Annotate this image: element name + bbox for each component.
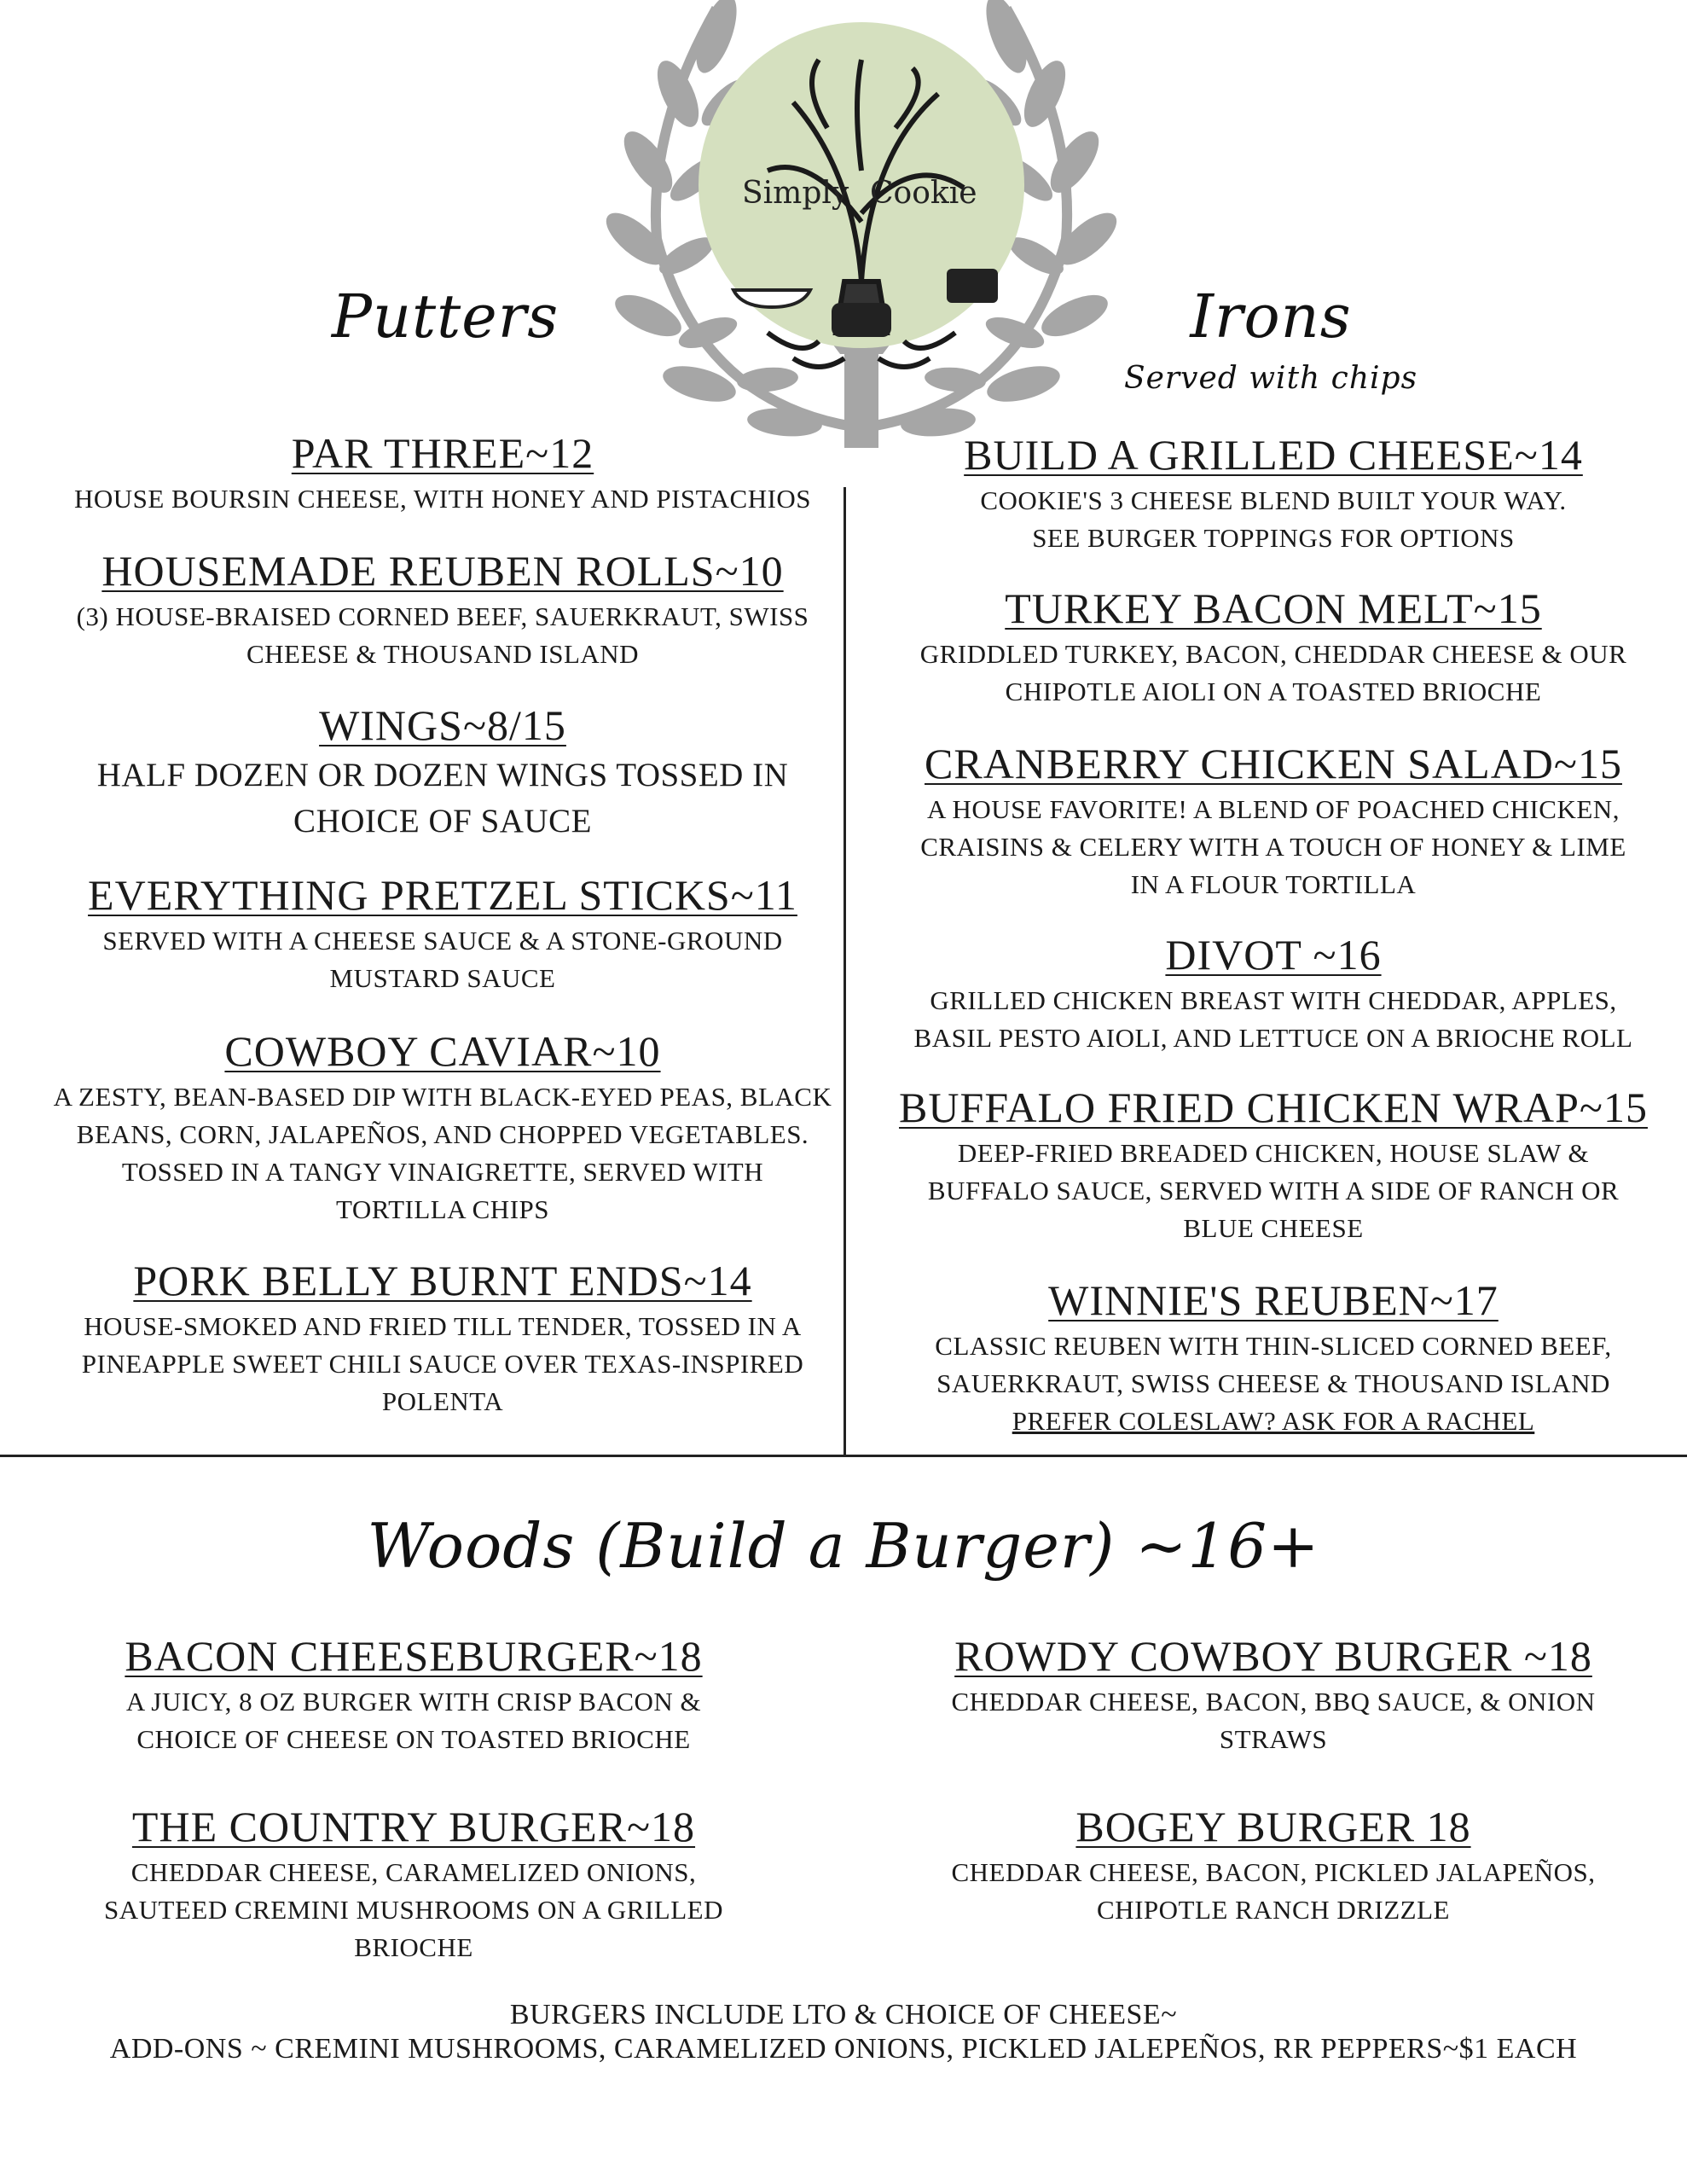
- item-desc: BUFFALO SAUCE, SERVED WITH A SIDE OF RANCH OR: [927, 1176, 1620, 1205]
- item-desc: COOKIE'S 3 CHEESE BLEND BUILT YOUR WAY.: [980, 485, 1567, 515]
- item-note: PREFER COLESLAW? ASK FOR A RACHEL: [1012, 1406, 1535, 1436]
- menu-item: [77, 543, 809, 673]
- item-desc: SERVED WITH A CHEESE SAUCE & A STONE-GROUND: [102, 926, 783, 956]
- section-divider: [0, 1455, 1687, 1457]
- menu-item: [914, 927, 1633, 1057]
- item-desc: SEE BURGER TOPPINGS FOR OPTIONS: [1032, 523, 1515, 553]
- item-title: DIVOT ~16: [1165, 931, 1382, 979]
- item-desc: POLENTA: [381, 1386, 504, 1416]
- item-desc: GRIDDLED TURKEY, BACON, CHEDDAR CHEESE & OUR: [919, 639, 1627, 669]
- menu-item: [951, 1629, 1595, 1758]
- item-desc: A JUICY, 8 OZ BURGER WITH CRISP BACON &: [125, 1687, 702, 1716]
- putters-heading: Putters: [331, 282, 559, 351]
- menu-item: [97, 698, 789, 845]
- item-title: BUFFALO FRIED CHICKEN WRAP~15: [899, 1083, 1648, 1131]
- menu-item: [74, 426, 811, 518]
- item-desc: IN A FLOUR TORTILLA: [1130, 869, 1417, 899]
- item-desc: PINEAPPLE SWEET CHILI SAUCE OVER TEXAS-INSPIRED: [81, 1349, 804, 1379]
- item-desc: HALF DOZEN OR DOZEN WINGS TOSSED IN: [96, 757, 789, 793]
- item-desc: CLASSIC REUBEN WITH THIN-SLICED CORNED BEEF,: [935, 1331, 1612, 1361]
- item-desc: BRIOCHE: [354, 1932, 473, 1962]
- item-desc: SAUTEED CREMINI MUSHROOMS ON A GRILLED: [103, 1895, 724, 1925]
- item-desc: CHIPOTLE RANCH DRIZZLE: [1097, 1895, 1450, 1925]
- item-title: EVERYTHING PRETZEL STICKS~11: [88, 871, 797, 919]
- menu-item: [54, 1024, 832, 1228]
- item-title: ROWDY COWBOY BURGER ~18: [954, 1632, 1592, 1680]
- item-desc: TORTILLA CHIPS: [335, 1194, 550, 1224]
- item-title: PAR THREE~12: [291, 429, 594, 477]
- item-desc: CHOICE OF CHEESE ON TOASTED BRIOCHE: [136, 1724, 691, 1754]
- item-desc: (3) HOUSE-BRAISED CORNED BEEF, SAUERKRAUT, SWISS: [76, 601, 809, 631]
- menu-item: [964, 427, 1583, 557]
- svg-text:Cookie: Cookie: [870, 176, 977, 211]
- item-title: CRANBERRY CHICKEN SALAD~15: [925, 740, 1622, 787]
- irons-subheading: Served with chips: [1123, 361, 1418, 396]
- item-desc: BASIL PESTO AIOLI, AND LETTUCE ON A BRIOCHE ROLL: [913, 1023, 1633, 1053]
- burger-note: BURGERS INCLUDE LTO & CHOICE OF CHEESE~: [509, 1999, 1178, 2030]
- menu-item: [82, 1253, 803, 1420]
- item-desc: HOUSE-SMOKED AND FRIED TILL TENDER, TOSSED IN A: [84, 1311, 802, 1341]
- item-desc: CHEDDAR CHEESE, BACON, PICKLED JALAPEÑOS,: [951, 1857, 1596, 1887]
- item-desc: A ZESTY, BEAN-BASED DIP WITH BLACK-EYED PEAS, BLACK: [53, 1082, 832, 1112]
- item-title: BOGEY BURGER 18: [1075, 1803, 1471, 1850]
- add-ons-note: ADD-ONS ~ CREMINI MUSHROOMS, CARAMELIZED ONIONS, PICKLED JALEPEÑOS, RR PEPPERS~$1 EACH: [109, 2033, 1578, 2065]
- item-desc: HOUSE BOURSIN CHEESE, WITH HONEY AND PISTACHIOS: [73, 484, 812, 514]
- item-desc: CRAISINS & CELERY WITH A TOUCH OF HONEY & LIME: [920, 832, 1626, 862]
- item-title: BACON CHEESEBURGER~18: [125, 1632, 703, 1680]
- item-title: WINGS~8/15: [319, 701, 566, 749]
- menu-item: [951, 1799, 1595, 1929]
- item-desc: CHEDDAR CHEESE, BACON, BBQ SAUCE, & ONION: [951, 1687, 1596, 1716]
- menu-item: [104, 1799, 723, 1966]
- menu-item: [88, 868, 797, 997]
- item-title: HOUSEMADE REUBEN ROLLS~10: [101, 547, 784, 595]
- menu-item: [935, 1273, 1611, 1440]
- item-desc: CHOICE OF SAUCE: [293, 803, 592, 839]
- simply-cookie-logo: [597, 0, 1126, 461]
- item-desc: CHEDDAR CHEESE, CARAMELIZED ONIONS,: [130, 1857, 697, 1887]
- item-desc: TOSSED IN A TANGY VINAIGRETTE, SERVED WITH: [121, 1157, 764, 1187]
- menu-item: [899, 1080, 1648, 1247]
- svg-text:Simply: Simply: [742, 176, 849, 211]
- item-title: BUILD A GRILLED CHEESE~14: [964, 431, 1583, 479]
- item-title: TURKEY BACON MELT~15: [1005, 584, 1542, 632]
- item-desc: MUSTARD SAUCE: [329, 963, 556, 993]
- menu-item: [125, 1629, 702, 1758]
- item-desc: STRAWS: [1219, 1724, 1328, 1754]
- irons-heading: Irons: [1190, 282, 1352, 351]
- woods-heading: Woods (Build a Burger) ~16+: [367, 1510, 1320, 1582]
- item-title: PORK BELLY BURNT ENDS~14: [133, 1257, 752, 1304]
- item-title: THE COUNTRY BURGER~18: [131, 1803, 696, 1850]
- item-desc: CHIPOTLE AIOLI ON A TOASTED BRIOCHE: [1005, 677, 1542, 706]
- item-title: WINNIE'S REUBEN~17: [1048, 1276, 1499, 1324]
- item-desc: BLUE CHEESE: [1183, 1213, 1364, 1243]
- item-desc: CHEESE & THOUSAND ISLAND: [246, 639, 640, 669]
- item-desc: BEANS, CORN, JALAPEÑOS, AND CHOPPED VEGETABLES.: [76, 1119, 809, 1149]
- item-desc: A HOUSE FAVORITE! A BLEND OF POACHED CHICKEN,: [927, 794, 1620, 824]
- item-desc: GRILLED CHICKEN BREAST WITH CHEDDAR, APPLES,: [930, 985, 1617, 1015]
- column-divider: [844, 487, 846, 1455]
- menu-item: [920, 581, 1627, 711]
- menu-item: [920, 736, 1626, 903]
- item-desc: DEEP-FRIED BREADED CHICKEN, HOUSE SLAW &: [957, 1138, 1590, 1168]
- item-desc: SAUERKRAUT, SWISS CHEESE & THOUSAND ISLAND: [936, 1368, 1610, 1398]
- item-title: COWBOY CAVIAR~10: [224, 1027, 661, 1075]
